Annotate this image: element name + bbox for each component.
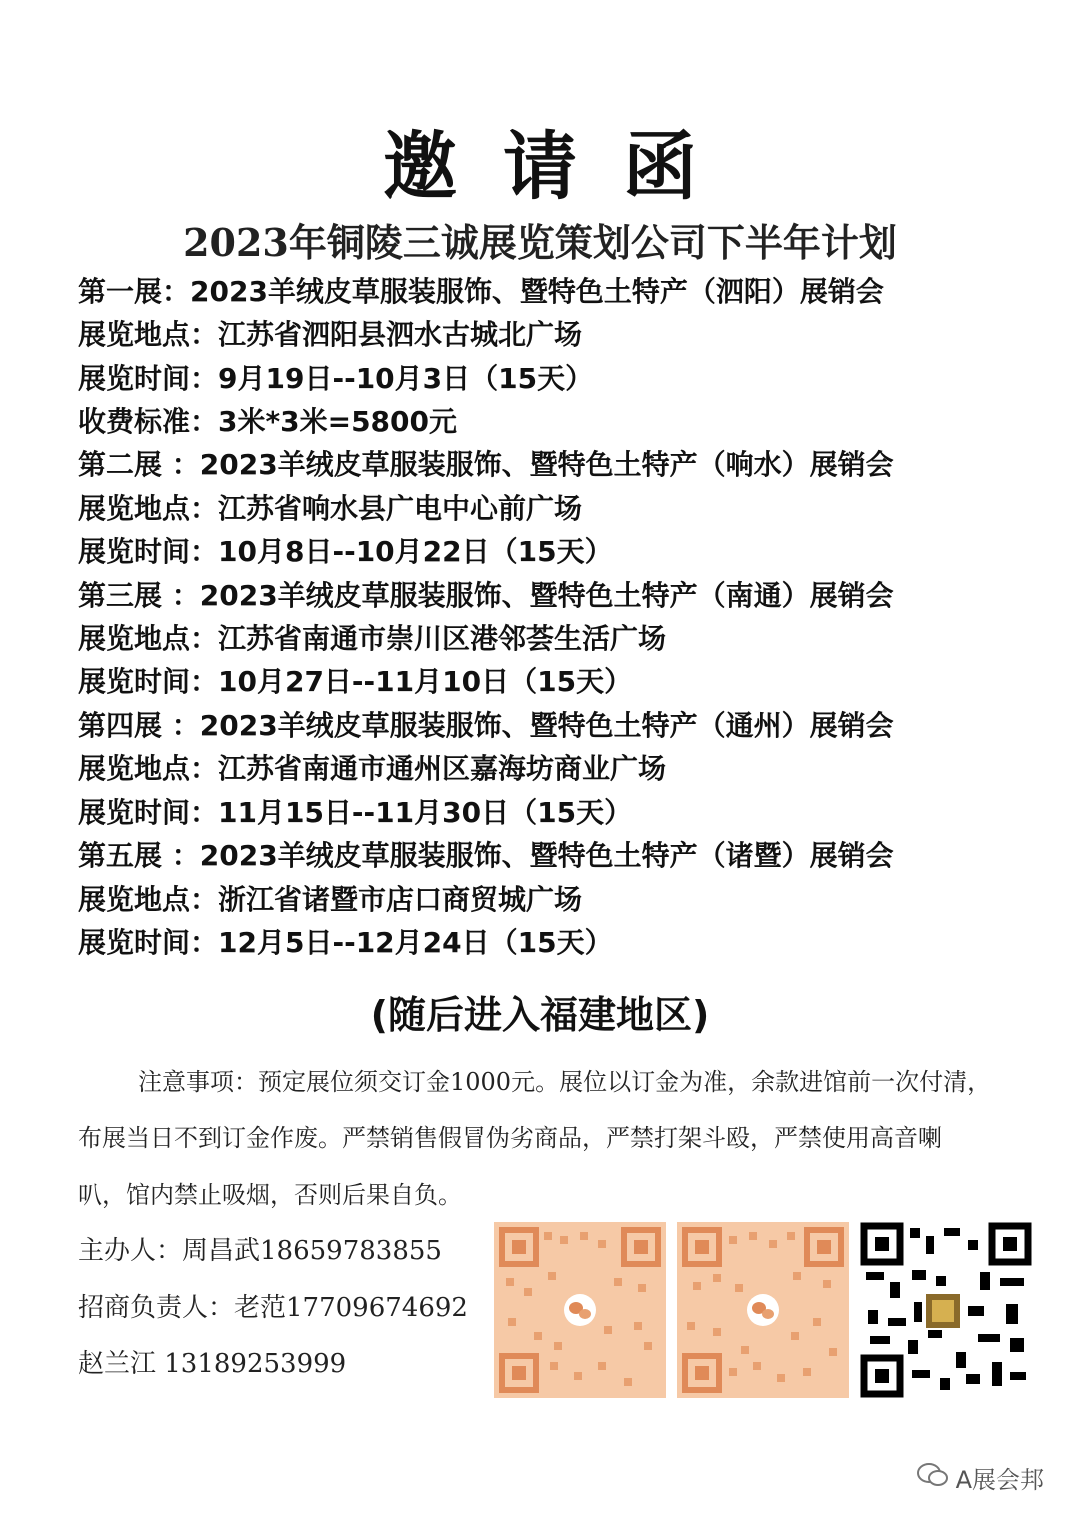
followup-note: (随后进入福建地区) [370, 993, 710, 1037]
line-12: 展览地点：江苏省南通市通州区嘉海坊商业广场 [78, 752, 667, 785]
line-6: 展览地点：江苏省响水县广电中心前广场 [78, 492, 583, 525]
line-3: 展览时间：9月19日--10月3日（15天） [78, 362, 594, 395]
line-8: 第三展 ：2023羊绒皮草服装服饰、暨特色土特产（南通）展销会 [78, 579, 894, 612]
wechat-qr-icon[interactable] [677, 1222, 849, 1398]
line-13: 展览时间：11月15日--11月30日（15天） [78, 796, 633, 829]
watermark-text: A展会邦 [955, 1466, 1044, 1494]
line-10: 展览时间：10月27日--11月10日（15天） [78, 665, 633, 698]
contact-sales: 招商负责人：老范17709674692 [78, 1293, 468, 1323]
line-11: 第四展 ：2023羊绒皮草服装服饰、暨特色土特产（通州）展销会 [78, 709, 894, 742]
line-14: 第五展 ：2023羊绒皮草服装服饰、暨特色土特产（诸暨）展销会 [78, 839, 894, 872]
contact-organizer: 主办人：周昌武18659783855 [78, 1236, 442, 1266]
line-16: 展览时间：12月5日--12月24日（15天） [78, 926, 613, 959]
notice-line-2: 布展当日不到订金作废。严禁销售假冒伪劣商品，严禁打架斗殴，严禁使用高音喇 [78, 1124, 942, 1152]
watermark [916, 1460, 1044, 1495]
notice-line-1: 注意事项：预定展位须交订金1000元。展位以订金为准，余款进馆前一次付清， [138, 1068, 992, 1096]
page-subtitle: 2023年铜陵三诚展览策划公司下半年计划 [183, 220, 897, 265]
line-7: 展览时间：10月8日--10月22日（15天） [78, 535, 613, 568]
wechat-qr-icon[interactable] [494, 1222, 666, 1398]
line-5: 第二展 ：2023羊绒皮草服装服饰、暨特色土特产（响水）展销会 [78, 448, 894, 481]
qr-code-icon[interactable] [860, 1222, 1032, 1398]
line-4: 收费标准：3米*3米=5800元 [78, 405, 457, 438]
wechat-logo-icon [916, 1462, 950, 1494]
contact-zhao: 赵兰江 13189253999 [78, 1349, 347, 1379]
line-9: 展览地点：江苏省南通市崇川区港邻荟生活广场 [78, 622, 667, 655]
page-title: 邀请函 [383, 124, 743, 210]
notice-line-3: 叭，馆内禁止吸烟，否则后果自负。 [78, 1181, 462, 1209]
line-2: 展览地点：江苏省泗阳县泗水古城北广场 [78, 318, 583, 351]
line-1: 第一展：2023羊绒皮草服装服饰、暨特色土特产（泗阳）展销会 [78, 275, 884, 308]
line-15: 展览地点：浙江省诸暨市店口商贸城广场 [78, 883, 583, 916]
